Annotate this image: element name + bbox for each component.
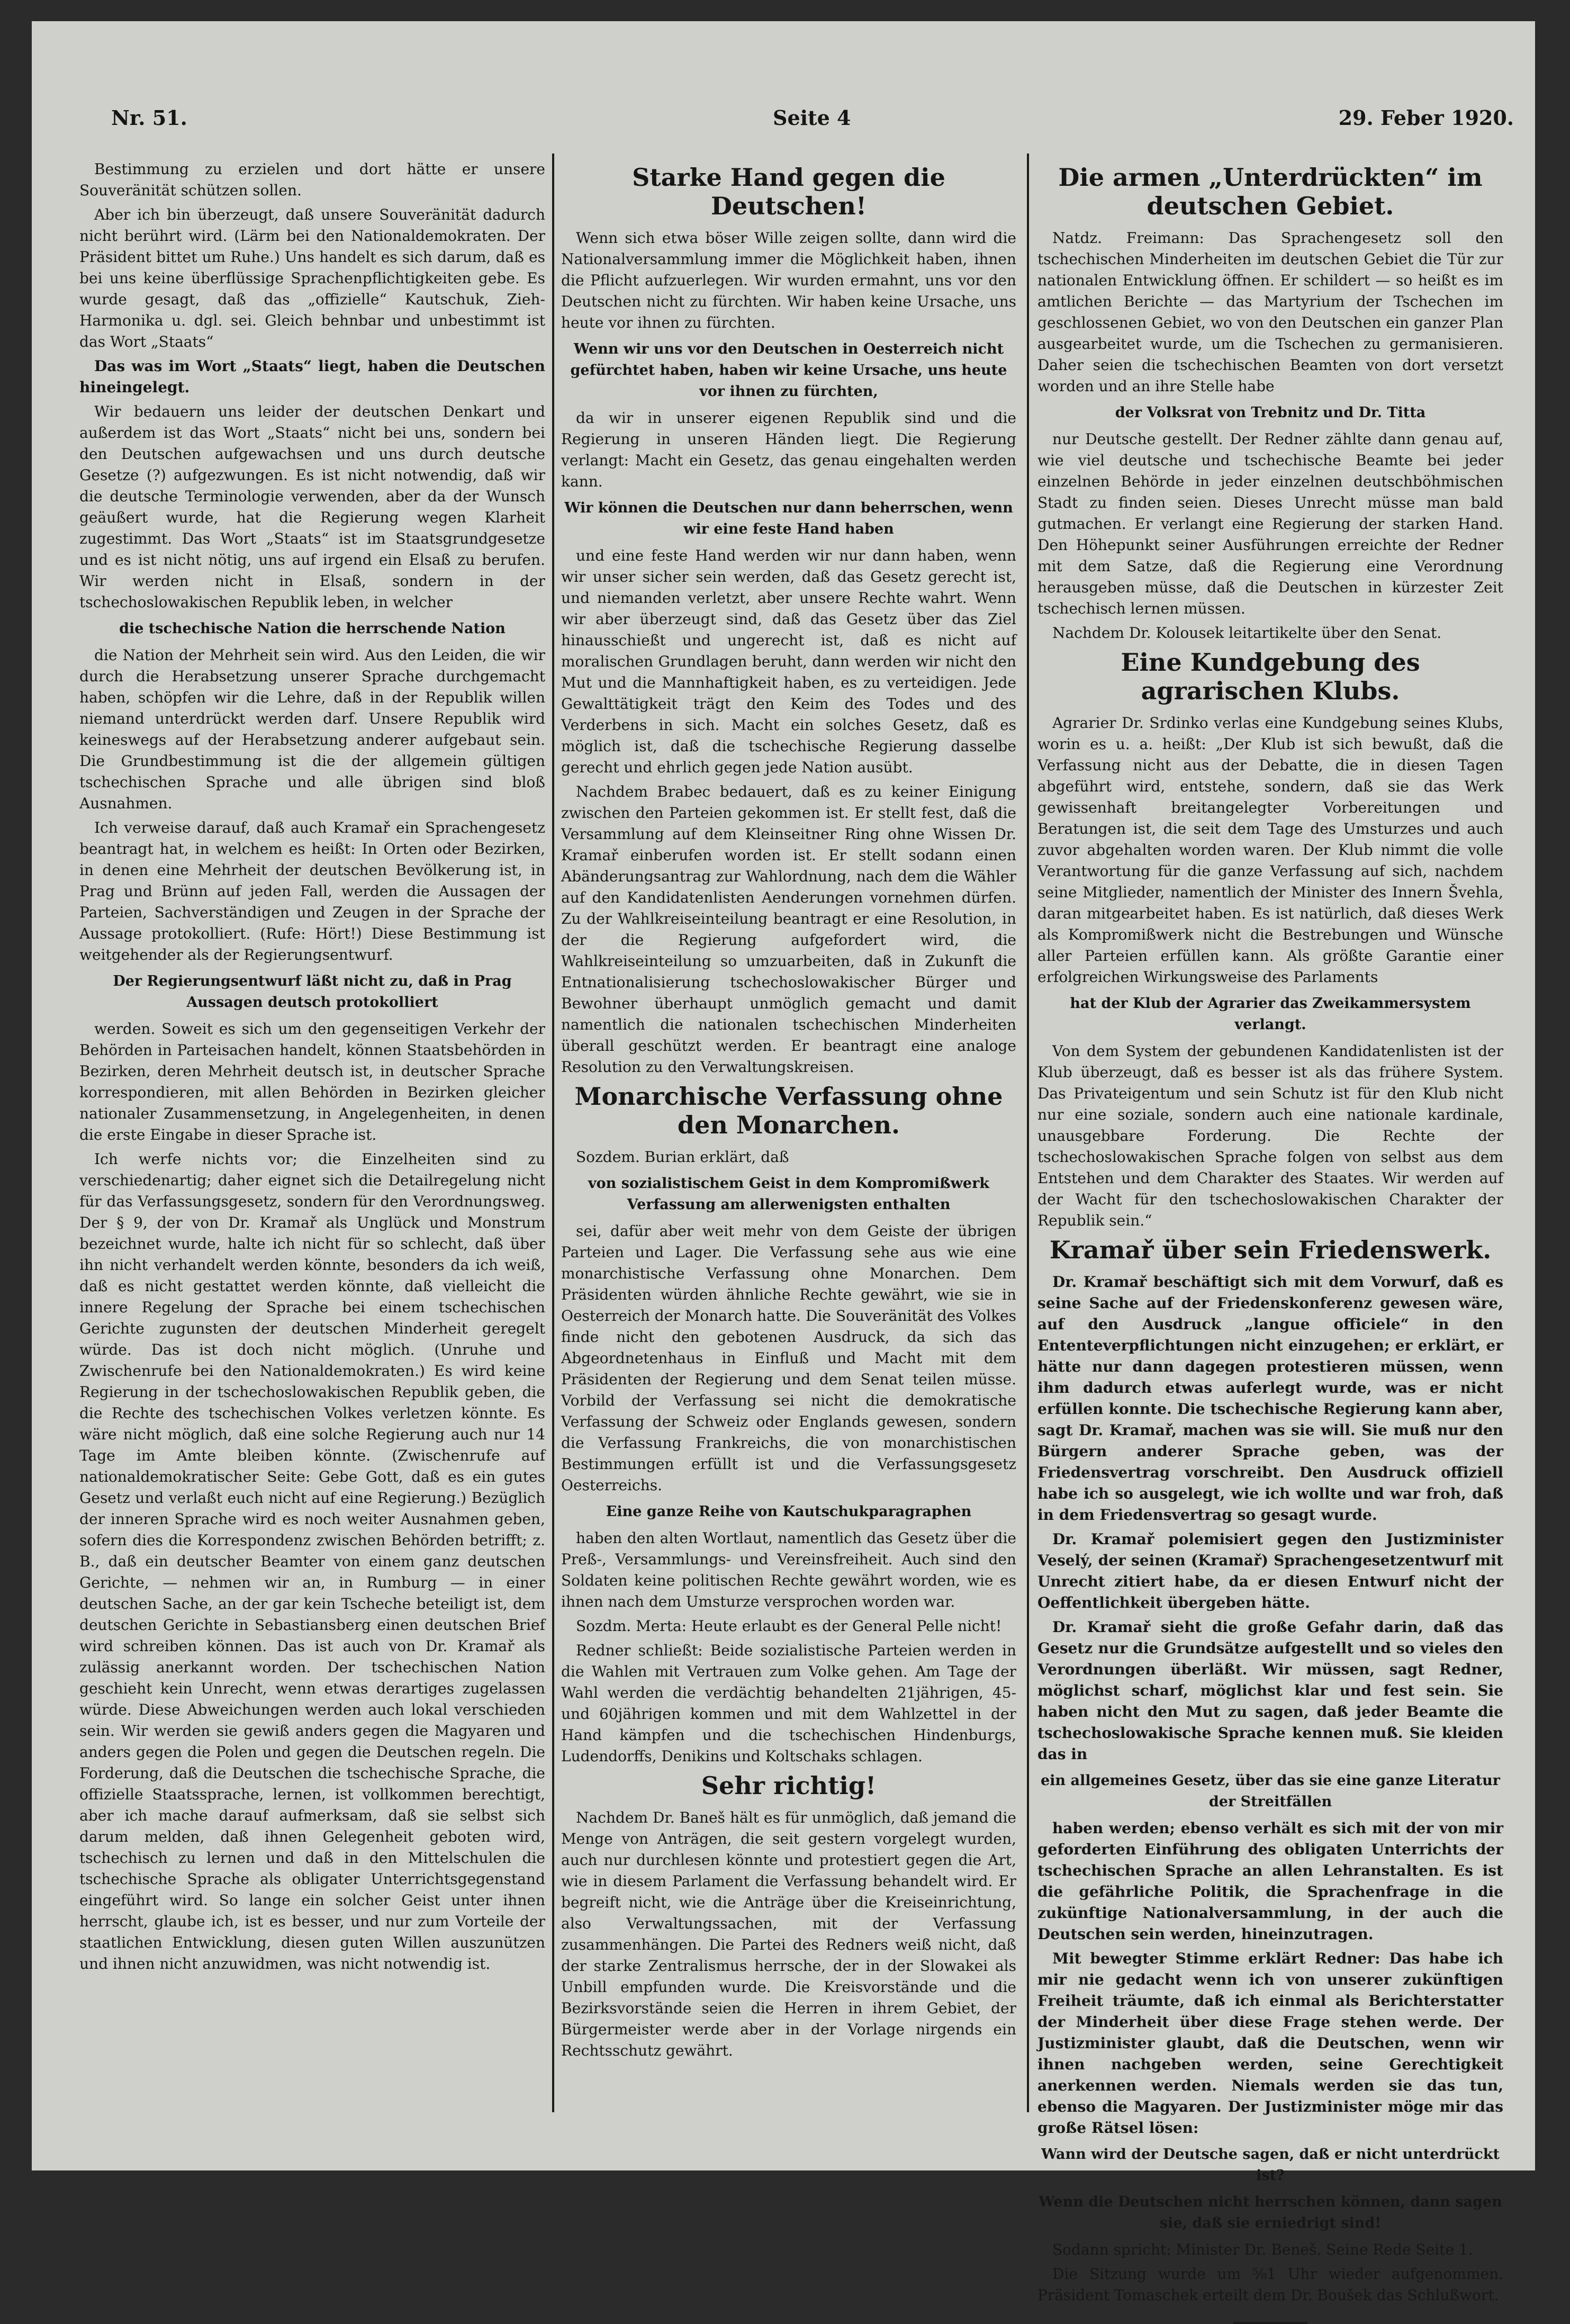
headline: Monarchische Verfassung ohne den Monarchen. [574,1082,1003,1139]
paragraph-bold: Mit bewegter Stimme erklärt Redner: Das habe ich mir nie gedacht wenn ich von unserer zukünftigen Freiheit träumte, daß ich einmal als Berichterstatter der Minderheit über diese Frage stehen werde. Der Justizminister glaubt, daß die Deutschen, wenn wir ihnen nachgeben werden, seine Gerechtigkeit anerkennen werden. Niemals werden sie das tun, ebenso die Magyaren. Der Justizminister möge mir das große Rätsel lösen: [1037,1950,1503,2137]
paragraph: Von dem System der gebundenen Kandidatenlisten ist der Klub überzeugt, daß es besser ist als das frühere System. Das Privateigentum und sein Schutz ist für den Klub nicht nur eine soziale, sondern auch eine nationale kardinale, unausgebbare Forderung. Die Rechte der tschechoslowakischen Sprache folgen von selbst aus dem Entstehen und dem Charakter des Staates. Wir werden auf der Wacht für den tschechoslowakischen Charakter der Republik sein.“ [1037,1042,1503,1229]
column-rule [552,154,554,2112]
paragraph: Sodann spricht: Minister Dr. Beneš. Seine Rede Seite 1. [1052,2241,1473,2258]
end-rule [1233,2322,1307,2324]
subheading: Der Regierungsentwurf läßt nicht zu, daß in Prag Aussagen deutsch protokolliert [113,973,512,1011]
subheading: Wir können die Deutschen nur dann beherrschen, wenn wir eine feste Hand haben [564,500,1013,537]
paragraph: Wir bedauern uns leider der deutschen Denkart und außerdem ist das Wort „Staats“ nicht bei uns, sondern bei den Deutschen aufgewachsen und uns durch deutsche Gesetze (?) aufgezwungen. Es ist nicht notwendig, daß wir die deutsche Terminologie verwenden, aber da der Wunsch geäußert wurde, hat die Regierung wegen Klarheit zugestimmt. Das Wort „Staats“ ist im Staatsgrundgesetze und es ist nicht nötig, uns auf irgend ein Elsaß zu berufen. Wir werden nicht in Elsaß, sondern in der tschechoslowakischen Republik leben, in welcher [79,403,545,611]
headline: Sehr richtig! [701,1771,877,1800]
paragraph: Nachdem Dr. Kolousek leitartikelte über den Senat. [1052,624,1442,642]
issue-number: Nr. 51. [111,106,187,130]
paragraph: werden. Soweit es sich um den gegenseitigen Verkehr der Behörden in Parteisachen handelt, können Staatsbehörden in Bezirken, deren Mehrheit deutsch ist, in deutscher Sprache korrespondieren, mit allen Behörden in Bezirken gleicher nationaler Zusammensetzung, in Angelegenheiten, in denen die erste Eingabe in dieser Sprache ist. [79,1020,545,1143]
subheading: Eine ganze Reihe von Kautschukparagraphen [606,1503,972,1520]
paragraph-bold: haben werden; ebenso verhält es sich mit der von mir geforderten Einführung des obligaten Unterrichts der tschechischen Sprache an allen Lehranstalten. Es ist die gefährliche Politik, die Sprachenfrage in die zukünftige Nationalversammlung, in der auch die Deutschen sein werden, hineinzutragen. [1037,1819,1503,1943]
paragraph: Aber ich bin überzeugt, daß unsere Souveränität dadurch nicht berührt wird. (Lärm bei den Nationaldemokraten. Der Präsident bittet um Ruhe.) Uns handelt es sich darum, daß es bei uns keine überflüssige Sprachenpflichtigkeiten gebe. Es wurde gesagt, daß das „offizielle“ Kautschuk, Zieh-Harmonika u. dgl. sei. Gleich behnbar und unbestimmt ist das Wort „Staats“ [79,206,545,350]
paragraph: Sozdem. Burian erklärt, daß [576,1148,789,1166]
paragraph: Redner schließt: Beide sozialistische Parteien werden in die Wahlen mit Vertrauen zum Volke gehen. Am Tage der Wahl werden die verdächtig behandelten 21jährigen, 45- und 60jährigen kommen und mit dem Wahlzettel in der Hand kämpfen und die tschechischen Hindenburgs, Ludendorffs, Denikins und Koltschaks schlagen. [561,1642,1016,1765]
paragraph: Sozdm. Merta: Heute erlaubt es der General Pelle nicht! [576,1617,1002,1635]
paragraph: Die Sitzung wurde um ⅝1 Uhr wieder aufgenommen. Präsident Tomaschek erteilt dem Dr. Boušek das Schlußwort. [1037,2265,1503,2304]
subheading: ein allgemeines Gesetz, über das sie eine ganze Literatur der Streitfällen [1041,1772,1500,1810]
paragraph: Bestimmung zu erzielen und dort hätte er unsere Souveränität schützen sollen. [79,160,545,199]
paragraph: Wenn sich etwa böser Wille zeigen sollte, dann wird die Nationalversammlung immer die Möglichkeit haben, ihnen die Pflicht aufzuerlegen. Wir wurden ermahnt, uns vor den Deutschen nicht zu fürchten. Wir haben keine Ursache, uns heute vor ihnen zu fürchten. [561,229,1016,331]
headline: Eine Kundgebung des agrarischen Klubs. [1121,648,1420,705]
headline: Kramař über sein Friedenswerk. [1049,1236,1492,1264]
paragraph: Ich verweise darauf, daß auch Kramař ein Sprachengesetz beantragt hat, in welchem es heißt: In Orten oder Bezirken, in denen eine Mehrheit der deutschen Bevölkerung ist, in Prag und Brünn auf jeden Fall, werden die Aussagen der Parteien, Sachverständigen und Zeugen in der Sprache der Aussage protokolliert. (Rufe: Hört!) Diese Bestimmung ist weitgehender als der Regierungsentwurf. [79,819,545,963]
newspaper-page [32,21,1535,2304]
paragraph-bold: Dr. Kramař sieht die große Gefahr darin, daß das Gesetz nur die Grundsätze aufgestellt und so vieles den Verordnungen überläßt. Wir müssen, sagt Redner, möglichst scharf, möglichst klar und fest sein. Sie haben nicht den Mut zu sagen, daß jeder Beamte die tschechoslowakische Sprache kennen muß. Sie kleiden das in [1037,1618,1503,1763]
subheading: Wann wird der Deutsche sagen, daß er nicht unterdrückt ist? [1041,2146,1500,2184]
headline: Starke Hand gegen die Deutschen! [632,163,945,220]
paragraph: die Nation der Mehrheit sein wird. Aus den Leiden, die wir durch die Herabsetzung unserer Sprache durchgemacht haben, schöpfen wir die Lehre, daß in der Republik willen niemand unterdrückt werden darf. Unsere Republik wird keineswegs auf der Herabsetzung anderer aufgebaut sein. Die Grundbestimmung ist die der allgemein gültigen tschechischen Sprache und alle übrigen sind bloß Ausnahmen. [79,646,545,812]
paragraph: nur Deutsche gestellt. Der Redner zählte dann genau auf, wie viel deutsche und tschechische Beamte bei jeder einzelnen Behörde in jeder einzelnen deutschböhmischen Stadt zu finden seien. Dieses Unrecht müsse man bald gutmachen. Er verlangt eine Regierung der starken Hand. Den Höhepunkt seiner Ausführungen erreichte der Redner mit dem Satze, daß die Regierung eine Verordnung herausgeben müsse, daß die Deutschen in kürzester Zeit tschechisch lernen müssen. [1037,430,1503,617]
masthead [111,95,1514,138]
paragraph: Natdz. Freimann: Das Sprachengesetz soll den tschechischen Minderheiten im deutschen Gebiet die Tür zur nationalen Entwicklung öffnen. Er schildert — so heißt es im amtlichen Berichte — das Martyrium der Tschechen im geschlossenen Gebiet, wo von den Deutschen ein ganzer Plan ausgearbeitet wurde, um die Tschechen zu germanisieren. Daher seien die tschechischen Beamten von dort versetzt worden und an ihre Stelle habe [1037,229,1503,395]
column-right [1037,159,1503,2304]
subheading: Wenn die Deutschen nicht herrschen können, dann sagen sie, daß sie erniedrigt sind! [1039,2194,1502,2231]
paragraph: und eine feste Hand werden wir nur dann haben, wenn wir unser sicher sein werden, daß das Gesetz gerecht ist, und niemanden verletzt, aber unsere Rechte wahrt. Wenn wir aber überzeugt sind, daß das Gesetz über das Ziel hinausschießt und ungerecht ist, daß es nicht auf moralischen Grundlagen beruht, dann werden wir nicht den Mut und die Mannhaftigkeit haben, es zu verteidigen. Jede Gewalttätigkeit trägt den Keim des Todes und des Verderbens in sich. Macht ein solches Gesetz, daß es möglich ist, daß die tschechische Regierung dasselbe gerecht und ehrlich gegen jede Nation ausübt. [561,547,1016,776]
paragraph: Nachdem Brabec bedauert, daß es zu keiner Einigung zwischen den Parteien gekommen ist. Er stellt fest, daß die Versammlung auf dem Kleinseitner Ring ohne Wissen Dr. Kramař einberufen worden ist. Er stellt sodann einen Abänderungsantrag zur Wahlordnung, nach dem die Wähler auf den Kandidatenlisten Aenderungen vornehmen dürfen. Zu der Wahlkreiseinteilung beantragt er eine Resolution, in der die Regierung aufgefordert wird, die Wahlkreiseinteilung so umzuarbeiten, daß in Zukunft die Entnationalisierung tschechoslowakischer Bürger und Bewohner überhaupt unmöglich gemacht und damit namentlich die nationalen tschechischen Minderheiten überall geschützt werden. Er beantragt eine analoge Resolution zu den Verwaltungskreisen. [561,783,1016,1076]
paragraph: Ich werfe nichts vor; die Einzelheiten sind zu verschiedenartig; daher eignet sich die Detailregelung nicht für das Verfassungsgesetz, sondern für den Verordnungsweg. Der § 9, der von Dr. Kramař als Unglück und Monstrum bezeichnet wurde, halte ich nicht für so schlecht, daß über ihn nicht verhandelt werden könnte, besonders da ich weiß, daß es nicht gestattet werden könnte, daß vielleicht die innere Regelung der Sprache bei einem tschechischen Gerichte zugunsten der deutschen Minderheit geregelt würde. Das ist doch nicht möglich. (Unruhe und Zwischenrufe bei den Nationaldemokraten.) Es wird keine Regierung in der tschechoslowakischen Republik geben, die die Rechte des tschechischen Volkes verletzen könnte. Es wäre nicht möglich, daß eine solche Regierung auch nur 14 Tage im Amte bleiben könnte. (Zwischenrufe auf nationaldemokratischer Seite: Gebe Gott, daß es ein gutes Gesetz und verlaßt euch nicht auf eine Regierung.) Bezüglich der inneren Sprache wird es noch weiter Ausnahmen geben, sofern dies die Korrespondenz zwischen Behörden betrifft; z. B., daß ein deutscher Beamter von einem ganz deutschen Gerichte, — nehmen wir an, in Rumburg — in einer deutschen Sache, an der gar kein Tscheche beteiligt ist, dem deutschen Gerichte in Sebastiansberg einen deutschen Brief wird schreiben können. Das ist auch von Dr. Kramař als zulässig anerkannt worden. Der tschechischen Nation geschieht kein Unrecht, wenn etwas derartiges zugelassen würde. Diese Abweichungen werden auch lokal verschieden sein. Wir werden sie gewiß anders gegen die Magyaren und anders gegen die Polen und gegen die Deutschen regeln. Die Forderung, daß die Deutschen die tschechische Sprache, die offizielle Staatssprache, lernen, ist vollkommen berechtigt, aber ich mache darauf aufmerksam, daß sie selbst sich darum melden, daß ihnen Gelegenheit geboten wird, tschechisch zu lernen und daß in den Mittelschulen die tschechische Sprache als obligater Unterrichtsgegenstand eingeführt wird. So lange ein solcher Geist unter ihnen herrscht, glaube ich, ist es besser, und nur zum Vorteile der staatlichen Entwicklung, diesen guten Willen auszunützen und ihnen nicht anzuwidmen, was nicht notwendig ist. [79,1150,545,1972]
paragraph: haben den alten Wortlaut, namentlich das Gesetz über die Preß-, Versammlungs- und Vereinsfreiheit. Auch sind den Soldaten keine politischen Rechte gewährt worden, wie es ihnen nach dem Umsturze versprochen worden war. [561,1529,1016,1610]
paragraph-bold: Dr. Kramař beschäftigt sich mit dem Vorwurf, daß es seine Sache auf der Friedenskonferenz gewesen wäre, auf den Ausdruck „langue officiele“ in den Ententeverpflichtungen nicht einzugehen; er erklärt, er hätte nur dann dagegen protestieren müssen, wenn ihm dadurch etwas auferlegt wurde, was er nicht erfüllen konnte. Die tschechische Regierung kann aber, sagt Dr. Kramař, machen was sie will. Sie muß nur den Bürgern anderer Sprache geben, was der Friedensvertrag vorschreibt. Den Ausdruck offiziell habe ich so ausgelegt, wie ich wollte und war froh, daß in dem Friedensvertrag so gesagt wurde. [1037,1273,1503,1524]
paragraph: sei, dafür aber weit mehr von dem Geiste der übrigen Parteien und Lager. Die Verfassung sehe aus wie eine monarchistische Verfassung ohne Monarchen. Dem Präsidenten würden ähnliche Rechte gewährt, wie sie in Oesterreich der Monarch hatte. Die Souveränität des Volkes finde nicht den gebotenen Ausdruck, da sich das Abgeordnetenhaus in Einfluß und Macht mit dem Präsidenten der Regierung und dem Senat teilen müsse. Vorbild der Verfassung sei nicht die demokratische Verfassung der Schweiz oder Englands gewesen, sondern die Verfassung Frankreichs, die von monarchistischen Bestimmungen erfüllt ist und die Verfassungsgesetz Oesterreichs. [561,1222,1016,1494]
subheading: von sozialistischem Geist in dem Kompromißwerk Verfassung am allerwenigsten enthalten [588,1175,990,1213]
column-rule [1027,154,1029,2112]
headline: Die armen „Unterdrückten“ im deutschen Gebiet. [1058,163,1483,220]
column-middle [561,159,1016,2118]
paragraph-bold: Das was im Wort „Staats“ liegt, haben die Deutschen hineingelegt. [79,357,545,396]
column-left [79,159,545,2118]
paragraph: Nachdem Dr. Baneš hält es für unmöglich, daß jemand die Menge von Anträgen, die seit gestern vorgelegt wurden, auch nur durchlesen könnte und protestiert gegen die Art, wie in diesem Parlament die Verfassung behandelt wird. Er begreift nicht, wie die Anträge über die Kreiseinrichtung, also Verwaltungssachen, mit der Verfassung zusammenhängen. Die Partei des Redners weiß nicht, daß der starke Zentralismus herrsche, der in der Slowakei als Unbill empfunden wurde. Die Kreisvorstände und die Bezirksvorstände seien die Herren in ihrem Gebiet, der Bürgermeister werde aber in der Vorlage nirgends ein Rechtsschutz gewährt. [561,1809,1016,2059]
subheading: der Volksrat von Trebnitz und Dr. Titta [1115,404,1426,421]
paragraph-bold: Dr. Kramař polemisiert gegen den Justizminister Veselý, der seinen (Kramař) Sprachengesetzentwurf mit Unrecht zitiert habe, da er diesen Entwurf nicht der Oeffentlichkeit übergeben hätte. [1037,1530,1503,1611]
paragraph: Agrarier Dr. Srdinko verlas eine Kundgebung seines Klubs, worin es u. a. heißt: „Der Klub ist sich bewußt, daß die Verfassung nicht aus der Debatte, die in diesen Tagen abgeführt wird, entstehe, sondern, daß sie das Werk gewissenhaft breitangelegter Vorbereitungen und Beratungen ist, die seit dem Tage des Umsturzes und auch zuvor abgehalten worden waren. Der Klub nimmt die volle Verantwortung für die ganze Verfassung auf sich, nachdem seine Mitglieder, namentlich der Minister des Innern Švehla, daran mitgearbeitet haben. Es ist natürlich, daß dieses Werk als Kompromißwerk nicht die Bestrebungen und Wünsche aller Parteien erfüllen kann. Als größte Garantie einer erfolgreichen Wirkungsweise des Parlaments [1037,714,1503,986]
issue-date: 29. Feber 1920. [1338,106,1514,130]
subheading: Wenn wir uns vor den Deutschen in Oesterreich nicht gefürchtet haben, haben wir keine Ursache, uns heute vor ihnen zu fürchten, [570,341,1007,400]
paragraph: da wir in unserer eigenen Republik sind und die Regierung in unseren Händen liegt. Die Regierung verlangt: Macht ein Gesetz, das genau eingehalten werden kann. [561,409,1016,490]
page-number: Seite 4 [773,106,851,130]
subheading: die tschechische Nation die herrschende Nation [119,620,506,637]
subheading: hat der Klub der Agrarier das Zweikammersystem verlangt. [1070,995,1471,1033]
